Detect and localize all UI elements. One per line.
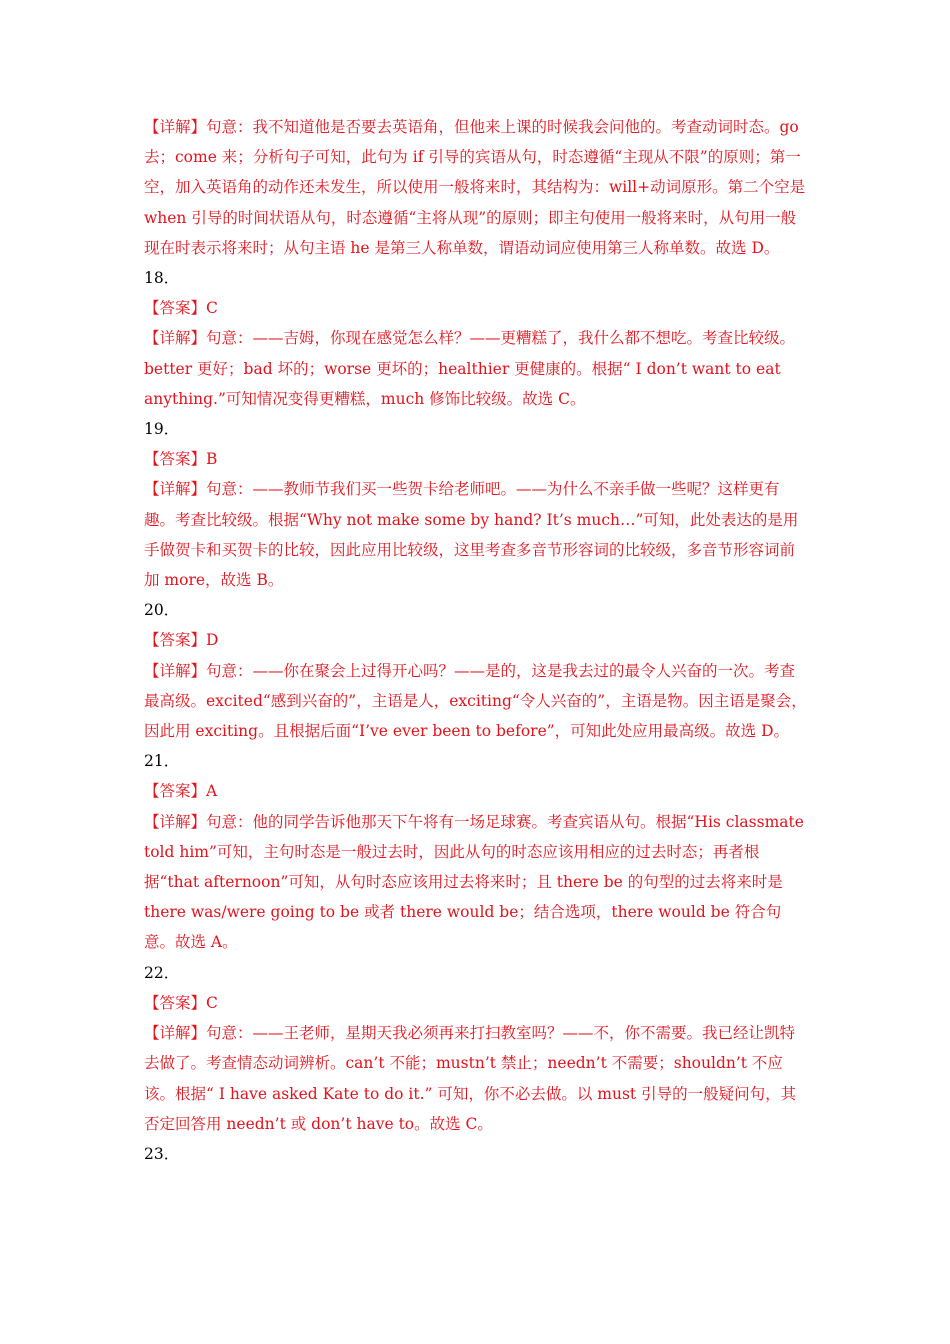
detail-22: 【详解】句意：——王老师，星期天我必须再来打扫教室吗？——不，你不需要。我已经让凯特去做了。考查情态动词辨析。can’t 不能；mustn’t 禁止；needn’t 不需要；shouldn’t 不应该。根据“ I have asked Kate to do it.” 可知，你不必去做。以 must 引导的一般疑问句，其否定回答用 needn’t 或 don’t have to。故选 C。 [144, 1024, 797, 1133]
detail-20: 【详解】句意：——你在聚会上过得开心吗？——是的，这是我去过的最令人兴奋的一次。考查最高级。excited“感到兴奋的”，主语是人，exciting“令人兴奋的”，主语是物。因主语是聚会，因此用 exciting。且根据后面“I’ve ever been to before”，可知此处应用最高级。故选 D。 [144, 661, 807, 741]
answer-22: 【答案】C [144, 993, 218, 1012]
question-number-22: 22． [144, 963, 180, 982]
answer-18: 【答案】C [144, 299, 218, 318]
answer-explanations [144, 112, 810, 1169]
detail-18: 【详解】句意：——吉姆，你现在感觉怎么样？——更糟糕了，我什么都不想吃。考查比较级。better 更好；bad 坏的；worse 更坏的；healthier 更健康的。根据“ I don’t want to eat anything.”可知情况变得更糟糕，much 修饰比较级。故选 C。 [144, 329, 796, 408]
detail-17: 【详解】句意：我不知道他是否要去英语角，但他来上课的时候我会问他的。考查动词时态。go 去；come 来；分析句子可知，此句为 if 引导的宾语从句，时态遵循“主现从不限”的原则；第一空，加入英语角的动作还未发生，所以使用一般将来时，其结构为：will+动词原形。第二个空是 when 引导的时间状语从句，时态遵循“主将从现”的原则；即主句使用一般将来时，从句用一般现在时表示将来时；从句主语 he 是第三人称单数，谓语动词应使用第三人称单数。故选 D。 [144, 118, 806, 257]
question-number-19: 19． [144, 420, 180, 439]
answer-19: 【答案】B [144, 450, 218, 469]
detail-21: 【详解】句意：他的同学告诉他那天下午将有一场足球赛。考查宾语从句。根据“His classmate told him”可知，主句时态是一般过去时，因此从句的时态应该用相应的过去时态；再者根据“that afternoon”可知，从句时态应该用过去将来时；且 there be 的句型的过去将来时是 there was/were going to be 或者 there would be；结合选项，there would be 符合句意。故选 A。 [144, 812, 804, 952]
question-number-23: 23． [144, 1144, 180, 1163]
detail-19: 【详解】句意：——教师节我们买一些贺卡给老师吧。——为什么不亲手做一些呢？这样更有趣。考查比较级。根据“Why not make some by hand? It’s much…”可知，此处表达的是用手做贺卡和买贺卡的比较，因此应用比较级，这里考查多音节形容词的比较级，多音节形容词前加 more，故选 B。 [144, 480, 799, 590]
question-number-18: 18． [144, 269, 180, 288]
question-number-21: 21． [144, 752, 180, 771]
answer-20: 【答案】D [144, 631, 219, 650]
answer-21: 【答案】A [144, 782, 218, 801]
question-number-20: 20． [144, 601, 180, 620]
